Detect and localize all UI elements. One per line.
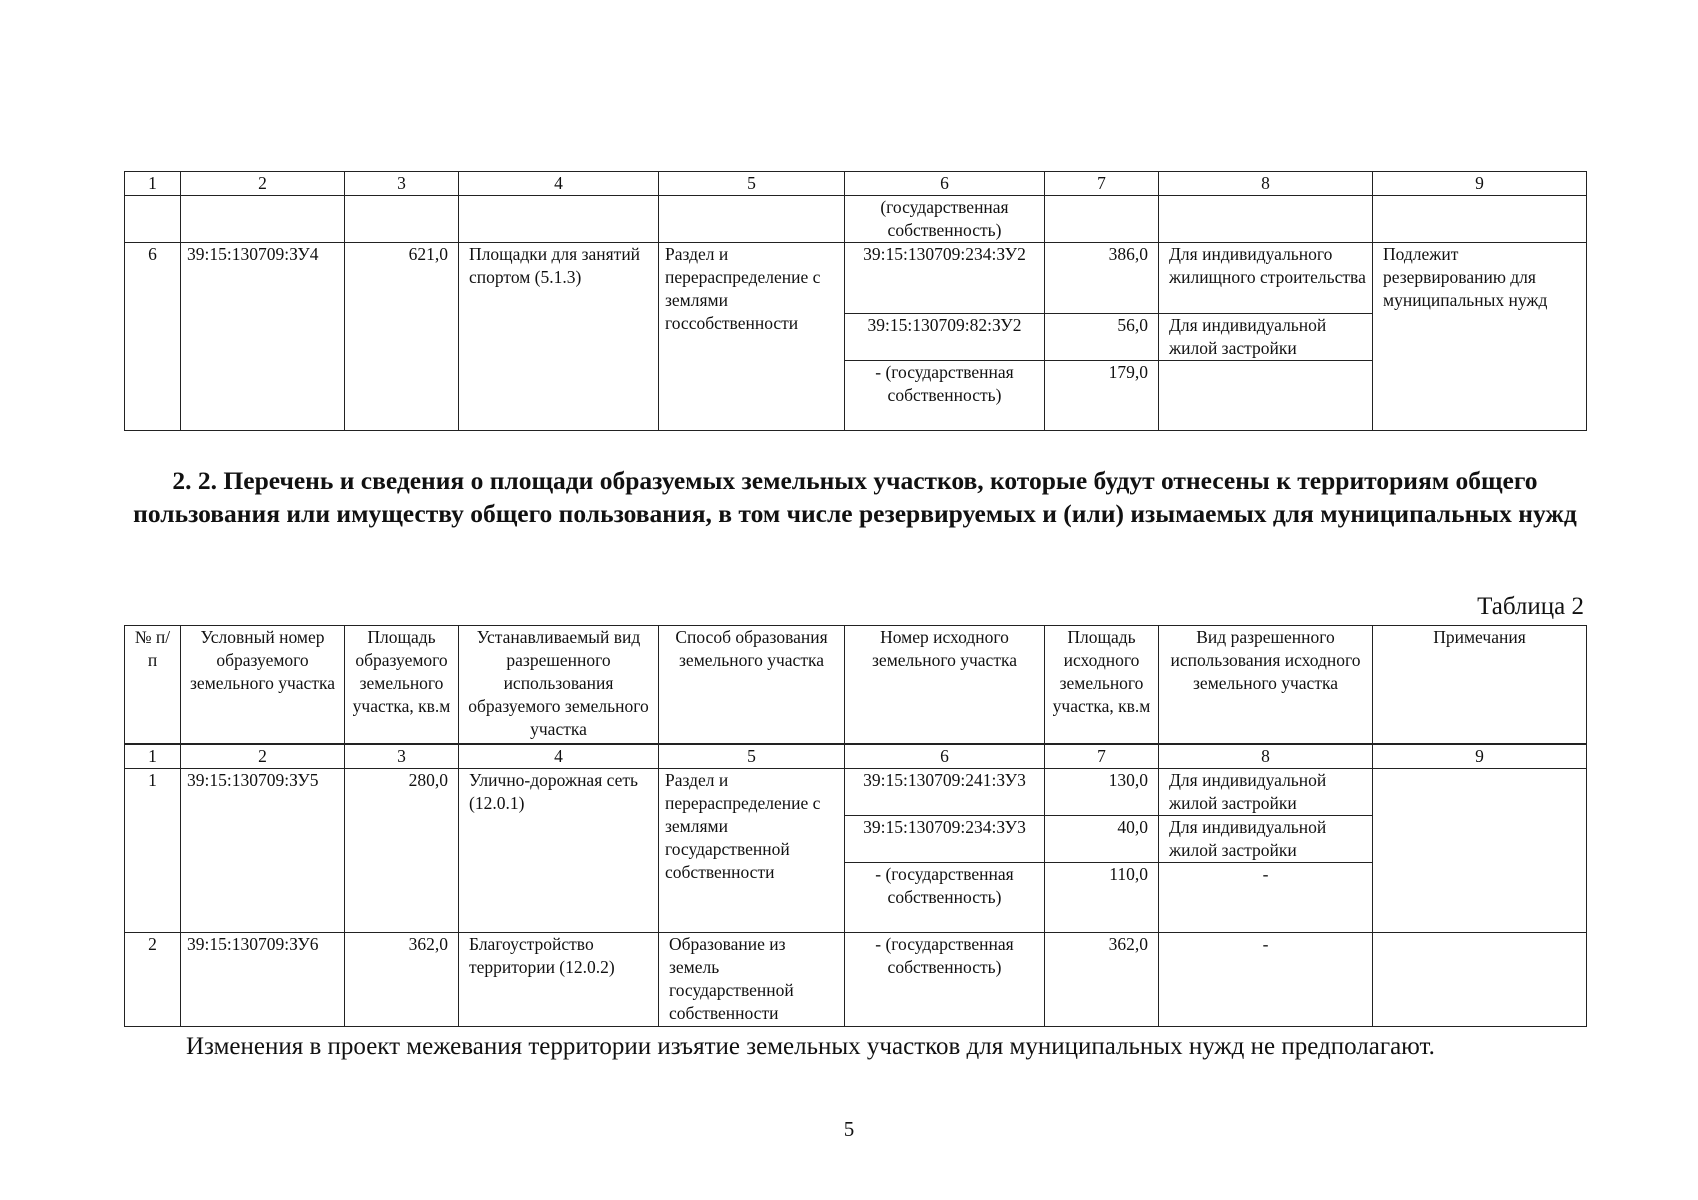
source-plot-number: 39:15:130709:241:ЗУ3 (845, 768, 1045, 815)
permitted-use: Улично-дорожная сеть (12.0.1) (459, 768, 659, 932)
table-caption: Таблица 2 (1477, 593, 1584, 620)
plot-area: 280,0 (345, 768, 459, 932)
source-use: - (1159, 932, 1373, 1026)
source-plot-number: - (государственная собственность) (845, 862, 1045, 932)
column-number: 6 (845, 172, 1045, 196)
source-area: 40,0 (1045, 815, 1159, 862)
note: Подлежит резервированию для муниципальных нужд (1373, 243, 1587, 431)
column-number: 9 (1373, 744, 1587, 769)
column-number: 8 (1159, 744, 1373, 769)
column-header: Площадь исходного земельного участка, кв.м (1045, 626, 1159, 744)
column-header: Способ образования земельного участка (659, 626, 845, 744)
source-use (1159, 361, 1373, 431)
note (1373, 932, 1587, 1026)
formation-method: Раздел и перераспределение с землями госсобственности (659, 243, 845, 431)
source-use: Для индивидуального жилищного строительства (1159, 243, 1373, 314)
formation-method: Образование из земель государственной собственности (659, 932, 845, 1026)
column-number: 4 (459, 172, 659, 196)
column-header: Условный номер образуемого земельного участка (181, 626, 345, 744)
section-heading: 2. 2. Перечень и сведения о площади образуемых земельных участков, которые будут отнесены к территориям общего пользования или имуществу общего пользования, в том числе резервируемых и (или) изымаемых для муниципальных нужд (133, 466, 1577, 528)
column-number: 9 (1373, 172, 1587, 196)
source-plot-number: 39:15:130709:234:ЗУ3 (845, 815, 1045, 862)
table-row (125, 768, 1587, 815)
column-header: Вид разрешенного использования исходного земельного участка (1159, 626, 1373, 744)
column-number: 2 (181, 744, 345, 769)
column-header: Номер исходного земельного участка (845, 626, 1045, 744)
source-plot-number: - (государственная собственность) (845, 932, 1045, 1026)
formation-method: Раздел и перераспределение с землями государственной собственности (659, 768, 845, 932)
column-number: 1 (125, 744, 181, 769)
source-plot-number: 39:15:130709:82:ЗУ2 (845, 314, 1045, 361)
column-number: 1 (125, 172, 181, 196)
column-header: № п/п (125, 626, 181, 744)
source-plot-number: (государственная собственность) (845, 196, 1045, 243)
source-use: - (1159, 862, 1373, 932)
plot-area: 362,0 (345, 932, 459, 1026)
column-number: 6 (845, 744, 1045, 769)
table-header-row (125, 626, 1587, 744)
source-use: Для индивидуальной жилой застройки (1159, 314, 1373, 361)
source-area: 362,0 (1045, 932, 1159, 1026)
column-number: 3 (345, 172, 459, 196)
plot-number: 39:15:130709:ЗУ4 (181, 243, 345, 431)
column-number: 5 (659, 172, 845, 196)
row-number: 6 (125, 243, 181, 431)
row-number: 1 (125, 768, 181, 932)
column-header: Устанавливаемый вид разрешенного использования образуемого земельного участка (459, 626, 659, 744)
table-2 (124, 625, 1587, 1027)
column-number: 4 (459, 744, 659, 769)
source-area: 130,0 (1045, 768, 1159, 815)
column-number: 8 (1159, 172, 1373, 196)
table-continuation (124, 171, 1587, 431)
source-plot-number: - (государственная собственность) (845, 361, 1045, 431)
plot-number: 39:15:130709:ЗУ6 (181, 932, 345, 1026)
permitted-use: Площадки для занятий спортом (5.1.3) (459, 243, 659, 431)
column-number: 7 (1045, 744, 1159, 769)
table-row (125, 932, 1587, 1026)
column-number-row (125, 172, 1587, 196)
source-area: 179,0 (1045, 361, 1159, 431)
table-row (125, 196, 1587, 243)
plot-number: 39:15:130709:ЗУ5 (181, 768, 345, 932)
column-number-row (125, 744, 1587, 769)
column-header: Примечания (1373, 626, 1587, 744)
source-area: 386,0 (1045, 243, 1159, 314)
row-number: 2 (125, 932, 181, 1026)
column-number: 3 (345, 744, 459, 769)
closing-paragraph: Изменения в проект межевания территории изъятие земельных участков для муниципальных нужд не предполагают. (186, 1033, 1435, 1060)
permitted-use: Благоустройство территории (12.0.2) (459, 932, 659, 1026)
source-use: Для индивидуальной жилой застройки (1159, 815, 1373, 862)
table-row (125, 243, 1587, 314)
column-number: 2 (181, 172, 345, 196)
source-plot-number: 39:15:130709:234:ЗУ2 (845, 243, 1045, 314)
column-header: Площадь образуемого земельного участка, кв.м (345, 626, 459, 744)
page-number: 5 (843, 1117, 855, 1141)
source-use: Для индивидуальной жилой застройки (1159, 768, 1373, 815)
note (1373, 768, 1587, 932)
column-number: 7 (1045, 172, 1159, 196)
column-number: 5 (659, 744, 845, 769)
plot-area: 621,0 (345, 243, 459, 431)
source-area: 56,0 (1045, 314, 1159, 361)
source-area: 110,0 (1045, 862, 1159, 932)
